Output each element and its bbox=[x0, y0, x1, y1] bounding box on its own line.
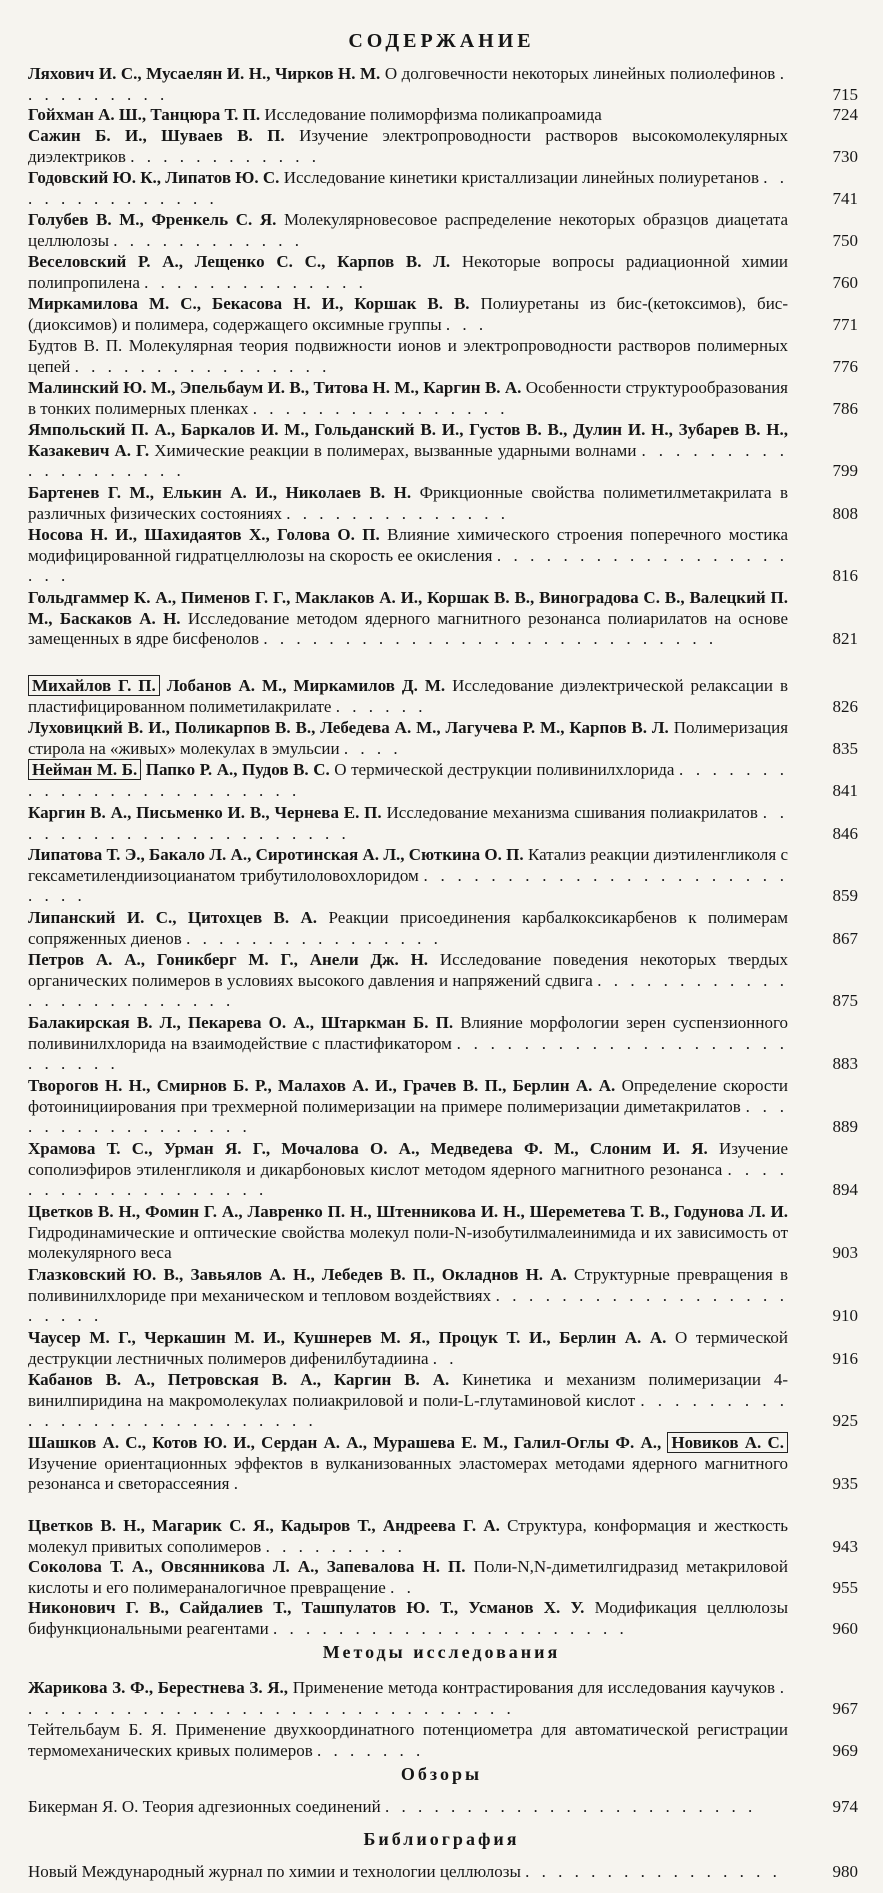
page-number: 943 bbox=[832, 1536, 858, 1556]
toc-entry: Жарикова З. Ф., Берестнева З. Я., Применение метода контрастирования для исследования каучуков . . . . . . . . . . . . . . . . . . . . . . . . . . . . . . . 967 bbox=[28, 1678, 858, 1718]
page-number: 894 bbox=[832, 1180, 858, 1199]
page-number: 821 bbox=[832, 629, 858, 648]
page-number: 776 bbox=[832, 356, 858, 376]
toc-entry: Ямпольский П. А., Баркалов И. М., Гольданский В. И., Густов В. В., Дулин И. Н., Зубарев В. Н., Казакевич А. Г. Химические реакции в полимерах, вызванные ударными волнами . . . . . . . . . . . . . . . . . . . 799 bbox=[28, 420, 858, 480]
toc-entry: Петров А. А., Гоникберг М. Г., Анели Дж. Н. Исследование поведения некоторых твердых органических полимеров в условиях высокого давления и напряжений сдвига . . . . . . . . . . . . . . . . . . . . . . . . . 875 bbox=[28, 950, 858, 1010]
toc-entry: Балакирская В. Л., Пекарева О. А., Штаркман Б. П. Влияние морфологии зерен суспензионного поливинилхлорида на взаимодействие с пластификатором . . . . . . . . . . . . . . . . . . . . . . . . . . 883 bbox=[28, 1013, 858, 1073]
toc-entry: Каргин В. А., Письменко И. В., Чернева Е. П. Исследование механизма сшивания полиакрилатов . . . . . . . . . . . . . . . . . . . . . . 846 bbox=[28, 803, 858, 843]
toc-entry: Глазковский Ю. В., Завьялов А. Н., Лебедев В. П., Окладнов Н. А. Структурные превращения в поливинилхлориде при механическом и тепловом воздействиях . . . . . . . . . . . . . . . . . . . . . . . 910 bbox=[28, 1265, 858, 1325]
toc-entry: Бикерман Я. О. Теория адгезионных соединений . . . . . . . . . . . . . . . . . . . . . . . 974 bbox=[28, 1797, 858, 1816]
page-number: 835 bbox=[832, 738, 858, 758]
toc-entry: Миркамилова М. С., Бекасова Н. И., Коршак В. В. Полиуретаны из бис-(кетоксимов), бис-(диоксимов) и полимера, содержащего оксимные группы . . . 771 bbox=[28, 294, 858, 334]
page-number: 750 bbox=[832, 230, 858, 250]
boxed-author: Михайлов Г. П. bbox=[28, 675, 160, 696]
toc-entry: Шашков А. С., Котов Ю. И., Сердан А. А., Мурашева Е. М., Галил-Оглы Ф. А., Новиков А. С. Изучение ориентационных эффектов в вулканизованных эластомерах методами ядерного магнитного резонанса и светорассеяния . 935 bbox=[28, 1433, 858, 1493]
toc-entry: Храмова Т. С., Урман Я. Г., Мочалова О. А., Медведева Ф. М., Слоним И. Я. Изучение сополиэфиров этиленгликоля и дикарбоновых кислот методом ядерного магнитного резонанса . . . . . . . . . . . . . . . . . . . 894 bbox=[28, 1139, 858, 1199]
page-number: 826 bbox=[832, 696, 858, 716]
toc-entry: Бартенев Г. М., Елькин А. И., Николаев В. Н. Фрикционные свойства полиметилметакрилата в различных физических состояниях . . . . . . . . . . . . . . 808 bbox=[28, 483, 858, 523]
page-number: 910 bbox=[832, 1306, 858, 1325]
boxed-author: Нейман М. Б. bbox=[28, 759, 141, 780]
toc-entry: Веселовский Р. А., Лещенко С. С., Карпов В. Л. Некоторые вопросы радиационной химии полипропилена . . . . . . . . . . . . . . 760 bbox=[28, 252, 858, 292]
toc-entry: Годовский Ю. К., Липатов Ю. С. Исследование кинетики кристаллизации линейных полиуретанов . . . . . . . . . . . . . . 741 bbox=[28, 168, 858, 208]
toc-entry: Голубев В. М., Френкель С. Я. Молекулярновесовое распределение некоторых образцов диацетата целлюлозы . . . . . . . . . . . . 750 bbox=[28, 210, 858, 250]
reviews-heading: Обзоры bbox=[400, 1764, 483, 1784]
page-number: 846 bbox=[832, 823, 858, 843]
toc-entry: Липатова Т. Э., Бакало Л. А., Сиротинская А. Л., Сюткина О. П. Катализ реакции диэтиленгликоля с гексаметилендиизоцианатом трибутилоловохлоридом . . . . . . . . . . . . . . . . . . . . . . . . . . 859 bbox=[28, 845, 858, 905]
page-number: 859 bbox=[832, 886, 858, 905]
page-number: 875 bbox=[832, 991, 858, 1010]
page-number: 760 bbox=[832, 272, 858, 292]
toc-entry: Нейман М. Б. Папко Р. А., Пудов В. С. О термической деструкции поливинилхлорида . . . . . . . . . . . . . . . . . . . . . . . . 841 bbox=[28, 760, 858, 800]
toc-entry: Цветков В. Н., Магарик С. Я., Кадыров Т., Андреева Г. А. Структура, конформация и жесткость молекул привитых сополимеров . . . . . . . . . 943 bbox=[28, 1516, 858, 1556]
page-number: 916 bbox=[832, 1348, 858, 1368]
toc-entry: Творогов Н. Н., Смирнов Б. Р., Малахов А. И., Грачев В. П., Берлин А. А. Определение скорости фотоинициирования при трехмерной полимеризации на примере полимеризации диметакрилатов . . . . . . . . . . . . . . . . . 889 bbox=[28, 1076, 858, 1136]
toc-entry: Гольдгаммер К. А., Пименов Г. Г., Маклаков А. И., Коршак В. В., Виноградова С. В., Валецкий П. М., Баскаков А. Н. Исследование методом ядерного магнитного резонанса полиарилатов на основе замещенных в ядре бисфенолов . . . . . . . . . . . . . . . . . . . . . . . . . . . . 821 bbox=[28, 588, 858, 648]
toc-entry: Новый Международный журнал по химии и технологии целлюлозы . . . . . . . . . . . . . . . . 980 bbox=[28, 1862, 858, 1881]
page-number: 980 bbox=[832, 1862, 858, 1881]
contents-heading: СОДЕРЖАНИЕ bbox=[348, 30, 535, 52]
toc-entry: Липанский И. С., Цитохцев В. А. Реакции присоединения карбалкоксикарбенов к полимерам сопряженных диенов . . . . . . . . . . . . . . . . 867 bbox=[28, 908, 858, 948]
page-number: 730 bbox=[832, 146, 858, 166]
page-number: 974 bbox=[832, 1797, 858, 1816]
page-number: 841 bbox=[832, 780, 858, 800]
page-number: 925 bbox=[832, 1411, 858, 1430]
toc-entry: Гойхман А. Ш., Танцюра Т. П. Исследование полиморфизма поликапроамида 724 bbox=[28, 105, 858, 124]
page-number: 816 bbox=[832, 566, 858, 585]
page-number: 715 bbox=[832, 84, 858, 104]
toc-entry: Михайлов Г. П. Лобанов А. М., Миркамилов Д. М. Исследование диэлектрической релаксации в пластифицированном полиметилакрилате . . . . . . 826 bbox=[28, 676, 858, 716]
toc-entry: Кабанов В. А., Петровская В. А., Каргин В. А. Кинетика и механизм полимеризации 4-винилпиридина на макромолекулах полиакриловой и поли-L-глутаминовой кислот . . . . . . . . . . . . . . . . . . . . . . . . . . . 925 bbox=[28, 1370, 858, 1430]
page-number: 889 bbox=[832, 1117, 858, 1136]
page-number: 935 bbox=[832, 1474, 858, 1493]
toc-entry: Луховицкий В. И., Поликарпов В. В., Лебедева А. М., Лагучева Р. М., Карпов В. Л. Полимеризация стирола на «живых» молекулах в эмульсии . . . . 835 bbox=[28, 718, 858, 758]
page-number: 967 bbox=[832, 1698, 858, 1718]
methods-heading: Методы исследования bbox=[322, 1642, 561, 1662]
toc-entry: Чаусер М. Г., Черкашин М. И., Кушнерев М. Я., Процук Т. И., Берлин А. А. О термической деструкции лестничных полимеров дифенилбутадиина . . 916 bbox=[28, 1328, 858, 1368]
page-number: 724 bbox=[832, 105, 858, 124]
toc-entry: Тейтельбаум Б. Я. Применение двухкоординатного потенциометра для автоматической регистрации термомеханических кривых полимеров . . . . . . . 969 bbox=[28, 1720, 858, 1760]
page-number: 867 bbox=[832, 928, 858, 948]
toc-entry: Ляхович И. С., Мусаелян И. Н., Чирков Н. М. О долговечности некоторых линейных полиолефинов . . . . . . . . . . 715 bbox=[28, 64, 858, 104]
toc-entry: Цветков В. Н., Фомин Г. А., Лавренко П. Н., Штенникова И. Н., Шереметева Т. В., Годунова Л. И. Гидродинамические и оптические свойства молекул поли-N-изобутилмалеинимида и их зависимость от молекулярного веса 903 bbox=[28, 1202, 858, 1262]
page-number: 771 bbox=[832, 314, 858, 334]
page-number: 799 bbox=[832, 461, 858, 480]
toc-entry: Малинский Ю. М., Эпельбаум И. В., Титова Н. М., Каргин В. А. Особенности структурообразования в тонких полимерных пленках . . . . . . . . . . . . . . . . 786 bbox=[28, 378, 858, 418]
page-number: 883 bbox=[832, 1054, 858, 1073]
page-number: 903 bbox=[832, 1243, 858, 1262]
page-number: 969 bbox=[832, 1740, 858, 1760]
bibliography-heading: Библиография bbox=[363, 1829, 520, 1849]
toc-entry: Будтов В. П. Молекулярная теория подвижности ионов и электропроводности растворов полимерных цепей . . . . . . . . . . . . . . . . 776 bbox=[28, 336, 858, 376]
toc-entry: Никонович Г. В., Сайдалиев Т., Ташпулатов Ю. Т., Усманов Х. У. Модификация целлюлозы бифункциональными реагентами . . . . . . . . . . . . . . . . . . . . . . 960 bbox=[28, 1598, 858, 1638]
page-number: 808 bbox=[832, 503, 858, 523]
toc-entry: Сажин Б. И., Шуваев В. П. Изучение электропроводности растворов высокомолекулярных диэлектриков . . . . . . . . . . . . 730 bbox=[28, 126, 858, 166]
page-number: 786 bbox=[832, 398, 858, 418]
page-number: 960 bbox=[832, 1618, 858, 1638]
toc-entry: Соколова Т. А., Овсянникова Л. А., Запевалова Н. П. Поли-N,N-диметилгидразид метакриловой кислоты и его полимераналогичное превращение . . 955 bbox=[28, 1557, 858, 1597]
page-number: 741 bbox=[832, 188, 858, 208]
toc-entry: Носова Н. И., Шахидаятов Х., Голова О. П. Влияние химического строения поперечного мостика модифицированной гидратцеллюлозы на скорость ее окисления . . . . . . . . . . . . . . . . . . . . . 816 bbox=[28, 525, 858, 585]
page-number: 955 bbox=[832, 1577, 858, 1597]
boxed-author: Новиков А. С. bbox=[667, 1432, 788, 1453]
